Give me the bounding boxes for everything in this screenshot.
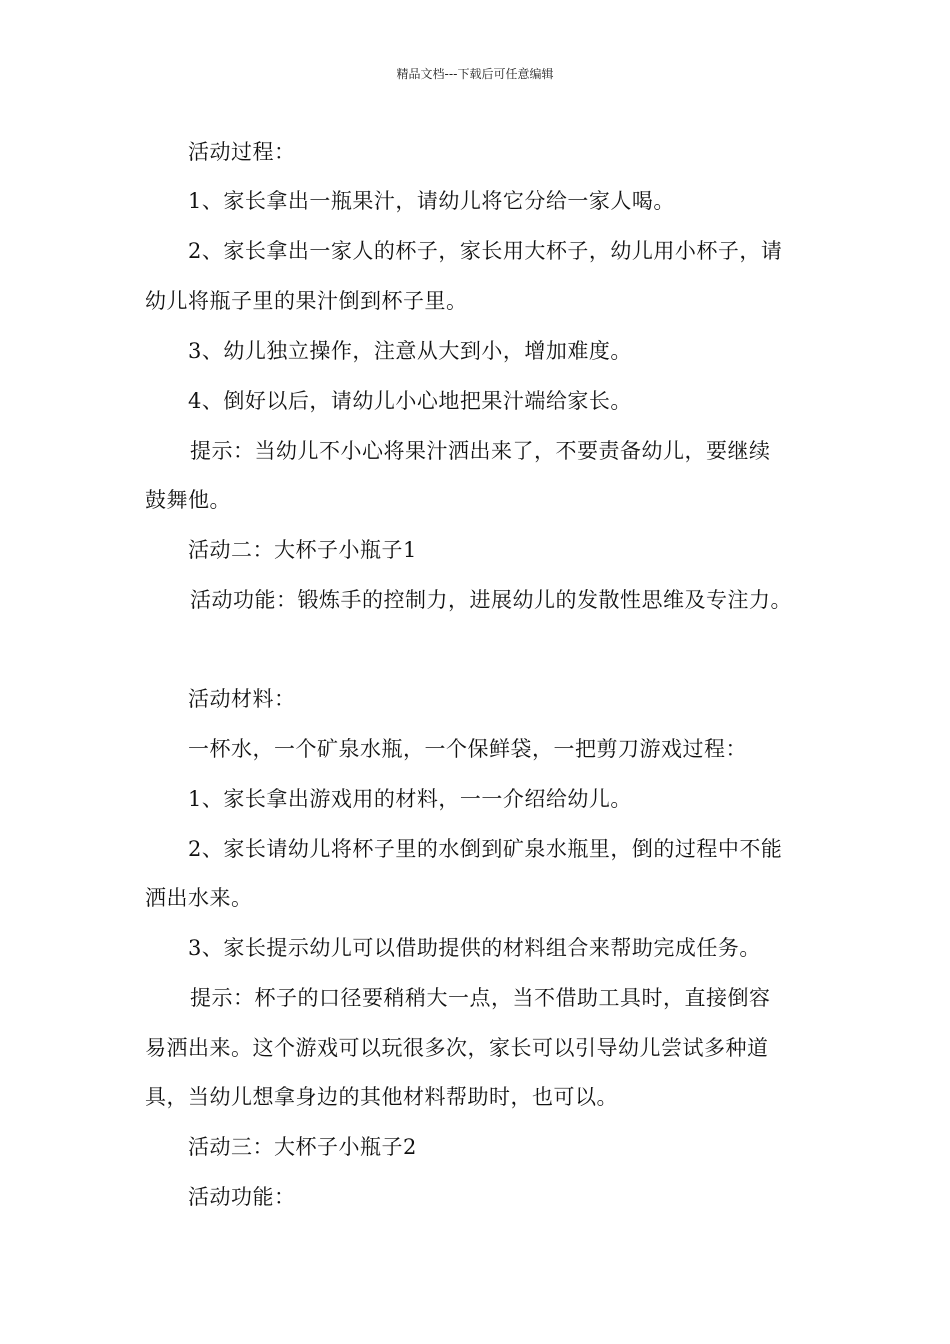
paragraph-line: 1、家长拿出游戏用的材料，一一介绍给幼儿。 (188, 787, 632, 811)
paragraph-line: 洒出水来。 (145, 886, 253, 910)
section-heading-process: 活动过程： (188, 140, 296, 164)
paragraph-line: 2、家长请幼儿将杯子里的水倒到矿泉水瓶里，倒的过程中不能 (188, 837, 783, 861)
section-heading-activity-two: 活动二：大杯子小瓶子1 (188, 538, 417, 562)
tip-line: 易洒出来。这个游戏可以玩很多次，家长可以引导幼儿尝试多种道 (145, 1036, 769, 1060)
paragraph-line: 1、家长拿出一瓶果汁，请幼儿将它分给一家人喝。 (188, 189, 675, 213)
page-header: 精品文档---下载后可任意编辑 (396, 67, 554, 81)
tip-line: 提示：杯子的口径要稍稍大一点，当不借助工具时，直接倒容 (190, 986, 771, 1010)
paragraph-line: 3、幼儿独立操作，注意从大到小，增加难度。 (188, 339, 632, 363)
paragraph-line: 幼儿将瓶子里的果汁倒到杯子里。 (145, 289, 468, 313)
paragraph-line: 3、家长提示幼儿可以借助提供的材料组合来帮助完成任务。 (188, 936, 761, 960)
section-heading-materials: 活动材料： (188, 687, 296, 711)
paragraph-line: 4、倒好以后，请幼儿小心地把果汁端给家长。 (188, 389, 632, 413)
activity-function-label: 活动功能： (188, 1185, 296, 1209)
tip-line: 具，当幼儿想拿身边的其他材料帮助时，也可以。 (145, 1085, 618, 1109)
tip-line: 鼓舞他。 (145, 488, 231, 512)
activity-function-line: 活动功能：锻炼手的控制力，进展幼儿的发散性思维及专注力。 (190, 588, 792, 612)
section-heading-activity-three: 活动三：大杯子小瓶子2 (188, 1135, 417, 1159)
paragraph-line: 2、家长拿出一家人的杯子，家长用大杯子，幼儿用小杯子，请 (188, 239, 783, 263)
paragraph-line: 一杯水，一个矿泉水瓶，一个保鲜袋，一把剪刀游戏过程： (188, 737, 747, 761)
tip-line: 提示：当幼儿不小心将果汁洒出来了，不要责备幼儿，要继续 (190, 439, 771, 463)
